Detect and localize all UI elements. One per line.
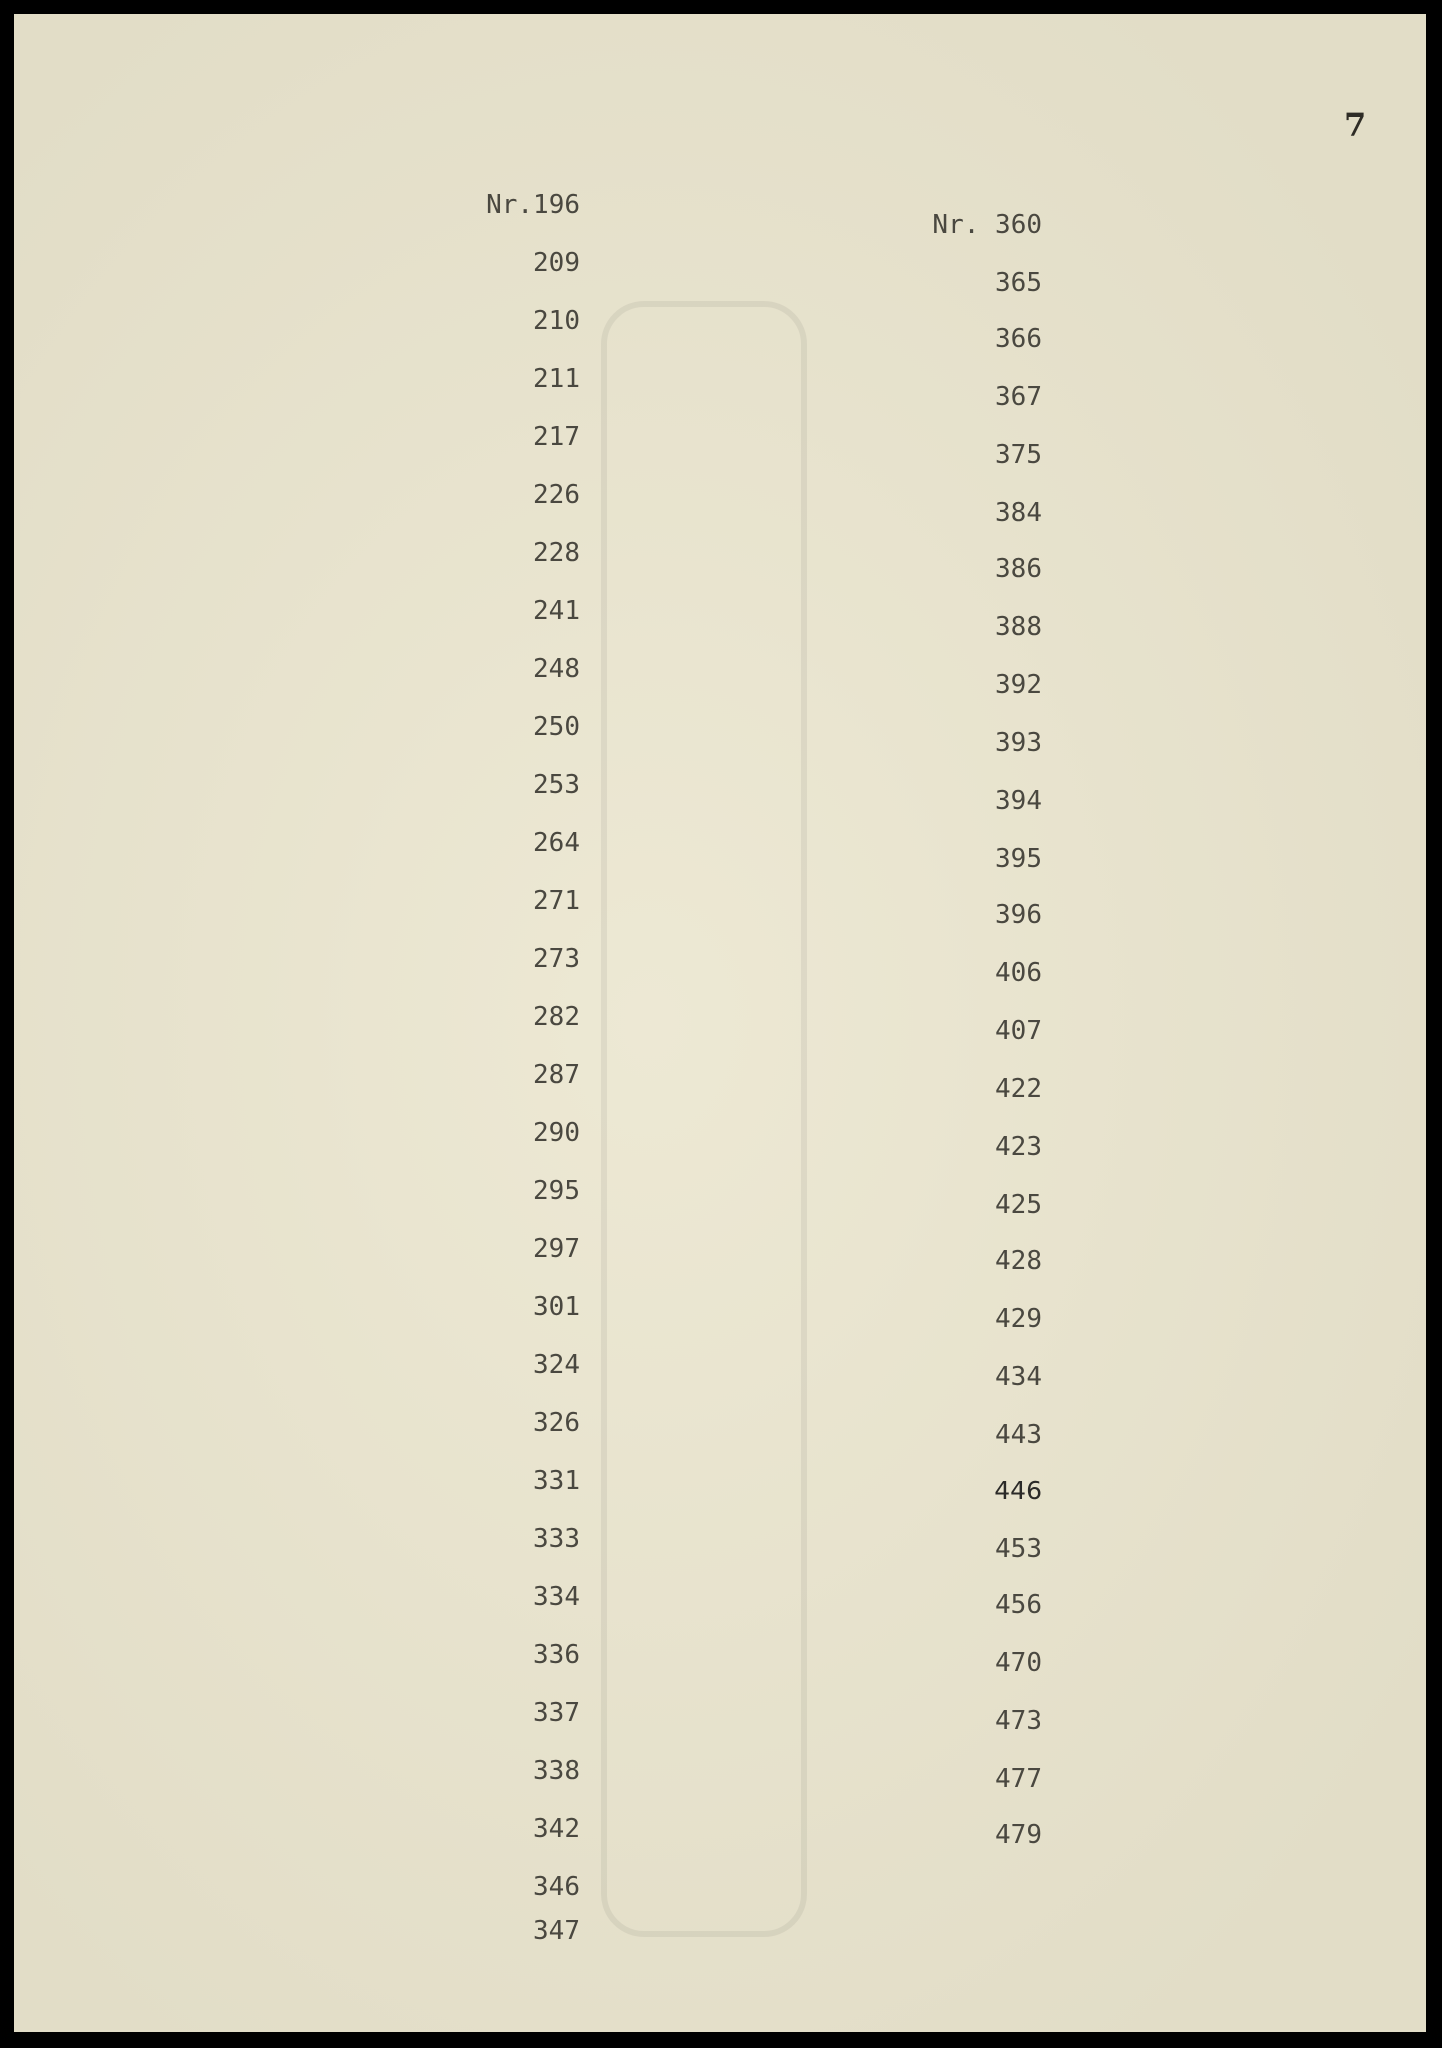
list-item: 367 xyxy=(995,382,1042,412)
list-item: 337 xyxy=(533,1698,580,1728)
list-item-handwritten: 446 xyxy=(994,1476,1042,1505)
list-item: 264 xyxy=(533,828,580,858)
list-item: 333 xyxy=(533,1524,580,1554)
list-item: 479 xyxy=(995,1820,1042,1850)
list-item: 395 xyxy=(995,844,1042,874)
list-item: 434 xyxy=(995,1362,1042,1392)
list-item: 331 xyxy=(533,1466,580,1496)
list-item: 406 xyxy=(995,958,1042,988)
list-item: 253 xyxy=(533,770,580,800)
list-item: 301 xyxy=(533,1292,580,1322)
list-item: 423 xyxy=(995,1132,1042,1162)
list-item: Nr.196 xyxy=(486,190,580,220)
list-item: 470 xyxy=(995,1648,1042,1678)
list-item: 324 xyxy=(533,1350,580,1380)
list-item: 347 xyxy=(533,1916,580,1946)
list-item: 393 xyxy=(995,728,1042,758)
list-item: 228 xyxy=(533,538,580,568)
list-item: 271 xyxy=(533,886,580,916)
list-item: 297 xyxy=(533,1234,580,1264)
list-item: 477 xyxy=(995,1764,1042,1794)
list-item: 342 xyxy=(533,1814,580,1844)
list-item: 384 xyxy=(995,498,1042,528)
list-item: 273 xyxy=(533,944,580,974)
list-item: 425 xyxy=(995,1190,1042,1220)
list-item: 282 xyxy=(533,1002,580,1032)
list-item: 226 xyxy=(533,480,580,510)
list-item: 250 xyxy=(533,712,580,742)
list-item: 209 xyxy=(533,248,580,278)
list-item: Nr. 360 xyxy=(932,210,1042,240)
list-item: 392 xyxy=(995,670,1042,700)
list-item: 326 xyxy=(533,1408,580,1438)
list-item: 210 xyxy=(533,306,580,336)
list-item: 287 xyxy=(533,1060,580,1090)
list-item: 290 xyxy=(533,1118,580,1148)
list-item: 295 xyxy=(533,1176,580,1206)
list-item: 428 xyxy=(995,1246,1042,1276)
list-item: 386 xyxy=(995,554,1042,584)
list-item: 241 xyxy=(533,596,580,626)
list-item: 336 xyxy=(533,1640,580,1670)
list-item: 338 xyxy=(533,1756,580,1786)
list-item: 334 xyxy=(533,1582,580,1612)
watermark-stamp xyxy=(594,294,814,1944)
list-item: 248 xyxy=(533,654,580,684)
list-item: 396 xyxy=(995,900,1042,930)
list-item: 429 xyxy=(995,1304,1042,1334)
list-item: 365 xyxy=(995,268,1042,298)
list-item: 456 xyxy=(995,1590,1042,1620)
list-item: 217 xyxy=(533,422,580,452)
list-item: 422 xyxy=(995,1074,1042,1104)
list-item: 211 xyxy=(533,364,580,394)
list-item: 346 xyxy=(533,1872,580,1902)
list-item: 453 xyxy=(995,1534,1042,1564)
list-item: 388 xyxy=(995,612,1042,642)
page-number: 7 xyxy=(1344,106,1367,144)
list-item: 366 xyxy=(995,324,1042,354)
document-page xyxy=(14,14,1426,2032)
list-item: 443 xyxy=(995,1420,1042,1450)
list-item: 407 xyxy=(995,1016,1042,1046)
list-item: 375 xyxy=(995,440,1042,470)
list-item: 394 xyxy=(995,786,1042,816)
list-item: 473 xyxy=(995,1706,1042,1736)
